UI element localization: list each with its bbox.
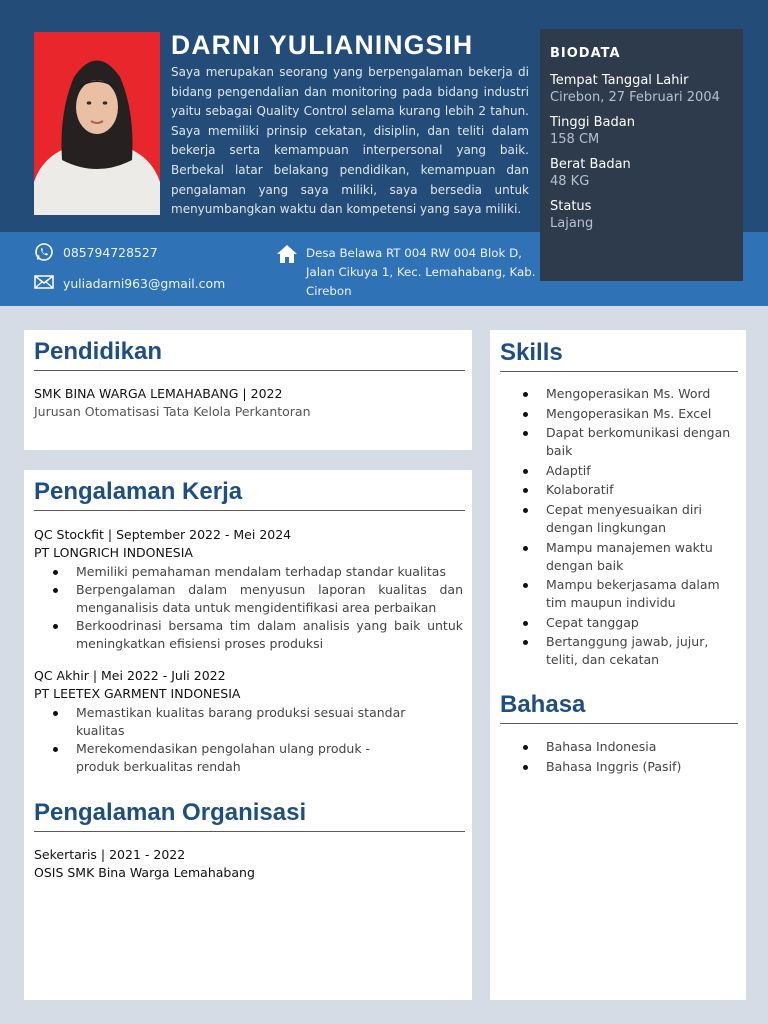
job-duties — [50, 563, 463, 653]
education-school: SMK BINA WARGA LEMAHABANG | 2022 — [34, 386, 283, 401]
job-role: QC Akhir | Mei 2022 - Juli 2022 — [34, 668, 226, 683]
list-item: Mampu manajemen waktu dengan baik — [520, 539, 740, 575]
candidate-name: DARNI YULIANINGSIH — [171, 30, 474, 60]
email-address[interactable]: yuliadarni963@gmail.com — [63, 276, 226, 291]
section-divider — [34, 370, 465, 371]
biodata-item — [550, 115, 743, 147]
list-item: Mengoperasikan Ms. Excel — [520, 405, 740, 423]
section-divider — [34, 831, 465, 832]
list-item: Memiliki pemahaman mendalam terhadap standar kualitas — [50, 563, 463, 581]
skills-list — [520, 385, 740, 669]
section-divider — [34, 510, 465, 511]
experience-card — [24, 470, 472, 1000]
biodata-value: Lajang — [550, 216, 594, 231]
profile-photo — [34, 32, 160, 215]
biodata-label: Tempat Tanggal Lahir — [550, 73, 689, 88]
biodata-item — [550, 199, 743, 231]
list-item: Kolaboratif — [520, 481, 740, 499]
job-company: PT LEETEX GARMENT INDONESIA — [34, 686, 241, 701]
language-list — [520, 738, 740, 776]
section-divider — [500, 723, 738, 724]
biodata-value: Cirebon, 27 Februari 2004 — [550, 90, 720, 105]
education-major: Jurusan Otomatisasi Tata Kelola Perkantoran — [34, 404, 311, 419]
list-item: Berkoodrinasi bersama tim dalam analisis yang baik untuk meningkatkan efisiensi proses produksi — [50, 617, 463, 653]
language-title: Bahasa — [500, 691, 586, 718]
list-item: Mengoperasikan Ms. Word — [520, 385, 740, 403]
biodata-value: 158 CM — [550, 132, 600, 147]
list-item: Cepat menyesuaikan diri dengan lingkungan — [520, 501, 740, 537]
home-icon — [276, 244, 298, 267]
job-duties — [50, 704, 410, 776]
biodata-item — [550, 157, 743, 189]
list-item: Mampu bekerjasama dalam tim maupun individu — [520, 576, 740, 612]
education-title: Pendidikan — [34, 338, 163, 365]
list-item: Bahasa Inggris (Pasif) — [520, 758, 740, 776]
profile-summary: Saya merupakan seorang yang berpengalaman bekerja di bidang pengendalian dan monitoring pada bidang industri yaitu sebagai Quality Control selama kurang lebih 2 tahun. Saya memiliki prinsip cekatan, disiplin, dan teliti dalam bekerja serta kemampuan interpersonal yang baik. Berbekal latar belakang pendidikan, kemampuan dan pengalaman yang saya miliki, saya bersedia untuk menyumbangkan waktu dan kompetensi yang saya miliki. — [171, 65, 529, 217]
whatsapp-icon — [34, 242, 54, 265]
list-item: Cepat tanggap — [520, 614, 740, 632]
phone-number[interactable]: 085794728527 — [63, 245, 158, 260]
list-item: Bahasa Indonesia — [520, 738, 740, 756]
list-item: Bertanggung jawab, jujur, teliti, dan cekatan — [520, 633, 740, 669]
work-experience-title: Pengalaman Kerja — [34, 478, 243, 505]
list-item: Merekomendasikan pengolahan ulang produk - produk berkualitas rendah — [50, 740, 410, 776]
list-item: Adaptif — [520, 462, 740, 480]
address-text: Desa Belawa RT 004 RW 004 Blok D, Jalan Cikuya 1, Kec. Lemahabang, Kab. Cirebon — [306, 246, 536, 298]
list-item: Berpengalaman dalam menyusun laporan kualitas dan menganalisis data untuk mengidentifikasi area perbaikan — [50, 581, 463, 617]
organization-title: Pengalaman Organisasi — [34, 799, 307, 826]
biodata-label: Berat Badan — [550, 157, 631, 172]
biodata-value: 48 KG — [550, 174, 590, 189]
skills-card — [490, 330, 746, 1000]
job-company: PT LONGRICH INDONESIA — [34, 545, 193, 560]
biodata-title: BIODATA — [550, 46, 621, 61]
organization-name: OSIS SMK Bina Warga Lemahabang — [34, 865, 255, 880]
biodata-panel — [540, 29, 743, 281]
list-item: Dapat berkomunikasi dengan baik — [520, 424, 740, 460]
education-card — [24, 330, 472, 450]
organization-role: Sekertaris | 2021 - 2022 — [34, 847, 186, 862]
biodata-label: Status — [550, 199, 592, 214]
skills-title: Skills — [500, 339, 563, 366]
section-divider — [500, 371, 738, 372]
envelope-icon — [34, 274, 54, 293]
biodata-item — [550, 73, 743, 105]
biodata-label: Tinggi Badan — [550, 115, 635, 130]
job-role: QC Stockfit | September 2022 - Mei 2024 — [34, 527, 292, 542]
list-item: Memastikan kualitas barang produksi sesuai standar kualitas — [50, 704, 410, 740]
